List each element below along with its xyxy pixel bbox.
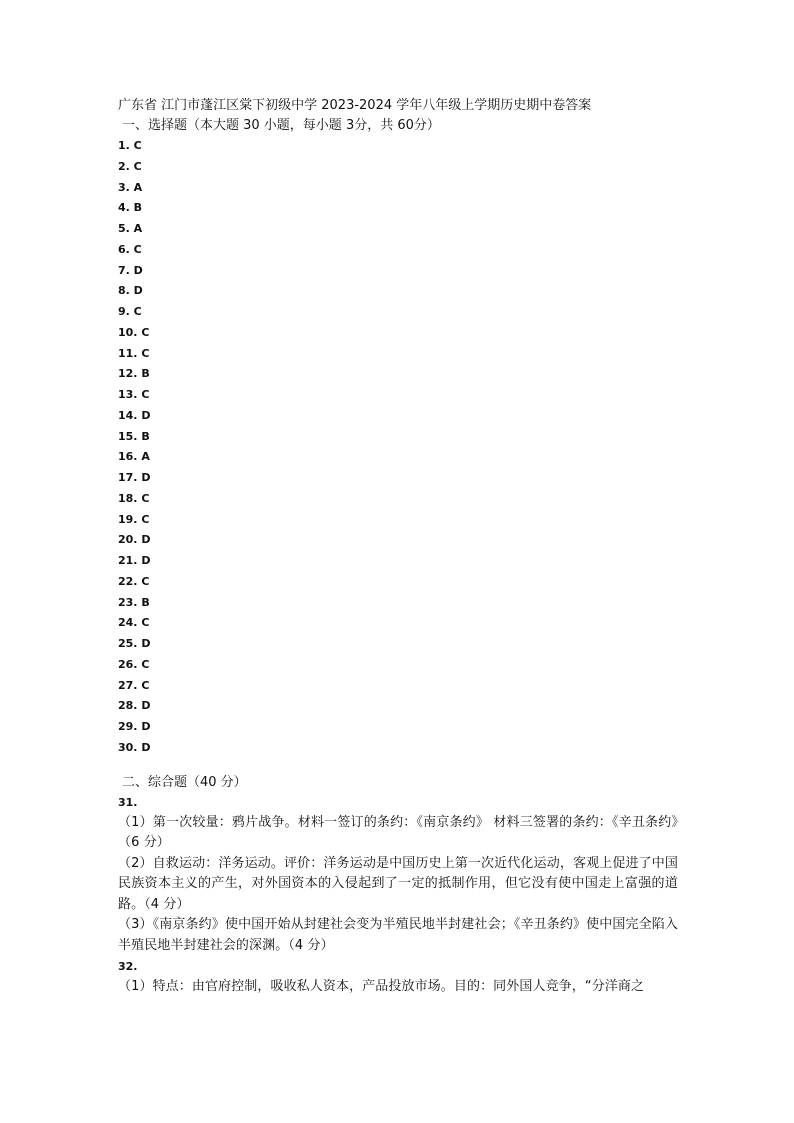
answer-item: 1. C	[118, 139, 142, 152]
answer-item: 26. C	[118, 657, 150, 671]
answer-item: 9. C	[118, 305, 142, 318]
answer-item: 28. D	[118, 699, 151, 713]
answer-item: 4. B	[118, 201, 143, 215]
answer-item: 17. D	[118, 471, 151, 484]
answer-item: 22. C	[118, 574, 150, 588]
answer-item: 16. A	[118, 450, 150, 464]
question-31-number: 31.	[118, 795, 138, 809]
answer-item: 25. D	[118, 637, 151, 650]
question-31-part-1: （1）第一次较量：鸦片战争。材料一签订的条约：《南京条约》 材料三签署的条约：《辛丑条约》（6 分）	[118, 814, 678, 851]
document-title: 广东省 江门市蓬江区棠下初级中学 2023-2024 学年八年级上学期历史期中卷答案	[118, 98, 592, 113]
answer-item: 24. C	[118, 616, 150, 630]
answer-item: 21. D	[118, 554, 151, 567]
answer-item: 20. D	[118, 533, 151, 547]
answer-item: 30. D	[118, 740, 151, 754]
section-1-heading: 一、选择题（本大题 30 小题，每小题 3分，共 60分）	[122, 118, 440, 133]
section-gap	[118, 759, 678, 773]
answer-item: 10. C	[118, 325, 150, 339]
answer-item: 5. A	[118, 222, 143, 235]
answer-item: 2. C	[118, 159, 142, 173]
answer-item: 19. C	[118, 512, 150, 526]
answer-item: 11. C	[118, 346, 150, 360]
answer-item: 29. D	[118, 720, 151, 733]
answer-item: 15. B	[118, 429, 150, 443]
answer-item: 13. C	[118, 388, 150, 401]
question-32-number: 32.	[118, 959, 138, 973]
answer-item: 8. D	[118, 284, 143, 298]
answer-item: 27. C	[118, 678, 150, 692]
answer-document	[118, 96, 678, 997]
question-31-part-2: （2）自救运动：洋务运动。评价：洋务运动是中国历史上第一次近代化运动，客观上促进了中国民族资本主义的产生，对外国资本的入侵起到了一定的抵制作用，但它没有使中国走上富强的道路。（4 分）	[118, 855, 678, 912]
answer-item: 12. B	[118, 367, 150, 381]
answer-item: 3. A	[118, 180, 143, 194]
answer-item: 6. C	[118, 242, 142, 256]
question-32-part-1: （1）特点：由官府控制，吸收私人资本，产品投放市场。目的：同外国人竞争，“分洋商之	[118, 978, 645, 994]
answer-item: 14. D	[118, 408, 151, 422]
answer-item: 7. D	[118, 263, 143, 277]
answer-item: 23. B	[118, 595, 150, 609]
section-2-heading: 二、综合题（40 分）	[122, 774, 247, 790]
question-31-part-3: （3）《南京条约》使中国开始从封建社会变为半殖民地半封建社会；《辛丑条约》使中国完全陷入半殖民地半封建社会的深渊。（4 分）	[118, 917, 678, 954]
answer-list	[118, 136, 678, 759]
answer-item: 18. C	[118, 491, 150, 505]
